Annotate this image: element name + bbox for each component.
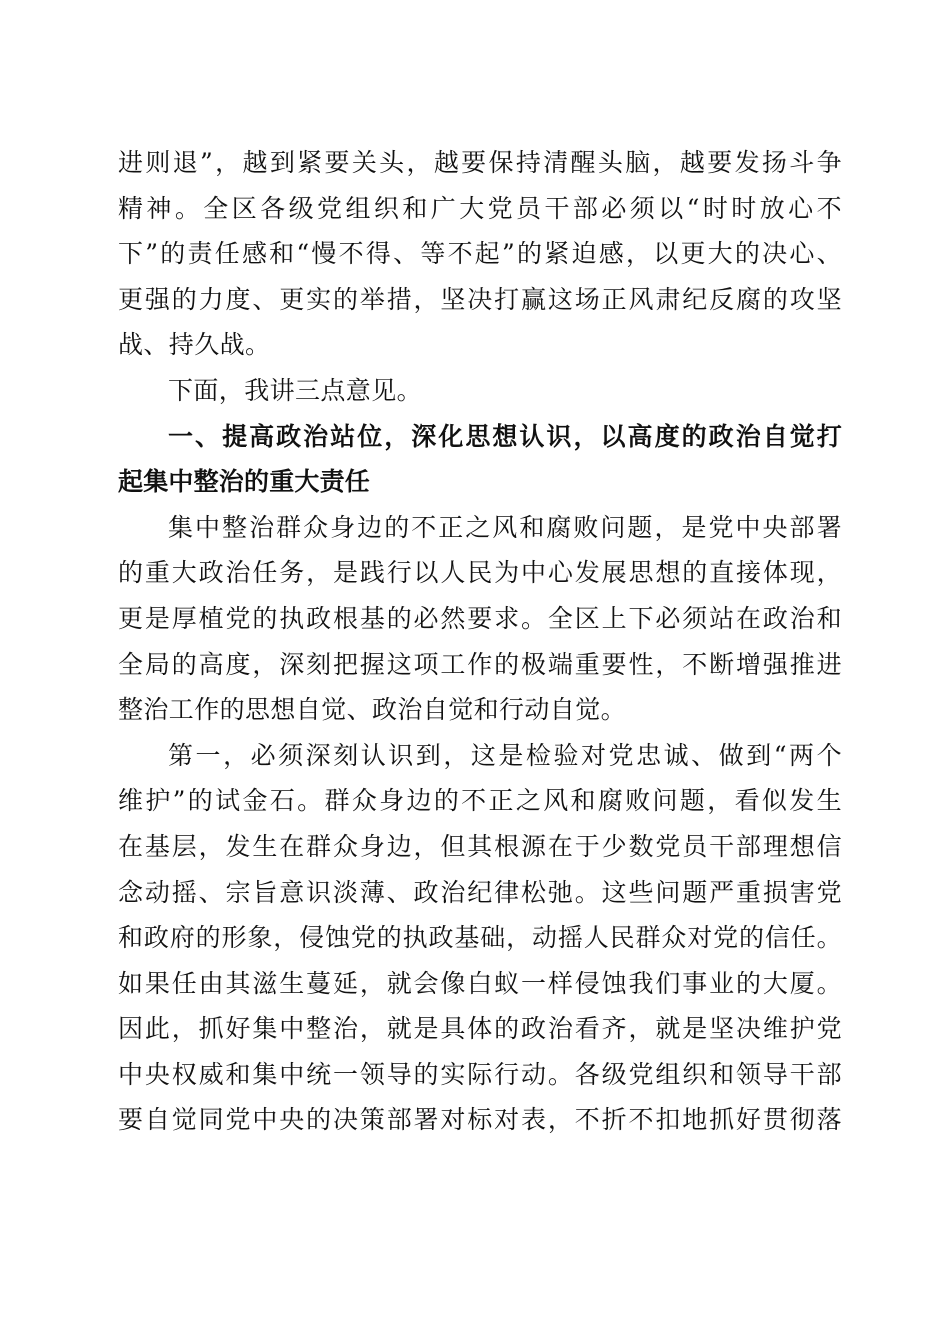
text-line-4: 更强的力度、更实的举措，坚决打赢这场正风肃纪反腐的攻坚 — [118, 284, 842, 314]
text-line-2: 精神。全区各级党组织和广大党员干部必须以“时时放心不 — [118, 193, 842, 223]
text-line-16: 在基层，发生在群众身边，但其根源在于少数党员干部理想信 — [118, 831, 842, 861]
text-line-15: 维护”的试金石。群众身边的不正之风和腐败问题，看似发生 — [118, 786, 842, 816]
text-line-19: 如果任由其滋生蔓延，就会像白蚁一样侵蚀我们事业的大厦。 — [118, 968, 842, 998]
text-line-6: 下面，我讲三点意见。 — [168, 375, 423, 405]
text-line-17: 念动摇、宗旨意识淡薄、政治纪律松弛。这些问题严重损害党 — [118, 877, 842, 907]
text-line-20: 因此，抓好集中整治，就是具体的政治看齐，就是坚决维护党 — [118, 1014, 842, 1044]
section-heading-line-2: 起集中整治的重大责任 — [118, 467, 371, 497]
text-line-3: 下”的责任感和“慢不得、等不起”的紧迫感，以更大的决心、 — [118, 239, 842, 269]
text-line-9: 集中整治群众身边的不正之风和腐败问题，是党中央部署 — [168, 512, 842, 542]
text-line-14: 第一，必须深刻认识到，这是检验对党忠诚、做到“两个 — [168, 740, 842, 770]
text-line-21: 中央权威和集中统一领导的实际行动。各级党组织和领导干部 — [118, 1059, 842, 1089]
text-line-13: 整治工作的思想自觉、政治自觉和行动自觉。 — [118, 695, 627, 725]
text-line-10: 的重大政治任务，是践行以人民为中心发展思想的直接体现， — [118, 558, 842, 588]
document-body — [118, 140, 842, 1143]
text-line-5: 战、持久战。 — [118, 330, 271, 360]
text-line-12: 全局的高度，深刻把握这项工作的极端重要性，不断增强推进 — [118, 649, 842, 679]
text-line-1: 进则退”，越到紧要关头，越要保持清醒头脑，越要发扬斗争 — [118, 148, 842, 177]
text-line-22: 要自觉同党中央的决策部署对标对表，不折不扣地抓好贯彻落 — [118, 1105, 842, 1135]
text-line-11: 更是厚植党的执政根基的必然要求。全区上下必须站在政治和 — [118, 603, 842, 633]
text-line-18: 和政府的形象，侵蚀党的执政基础，动摇人民群众对党的信任。 — [118, 923, 842, 953]
section-heading-line-1: 一、提高政治站位，深化思想认识，以高度的政治自觉打 — [168, 421, 842, 451]
